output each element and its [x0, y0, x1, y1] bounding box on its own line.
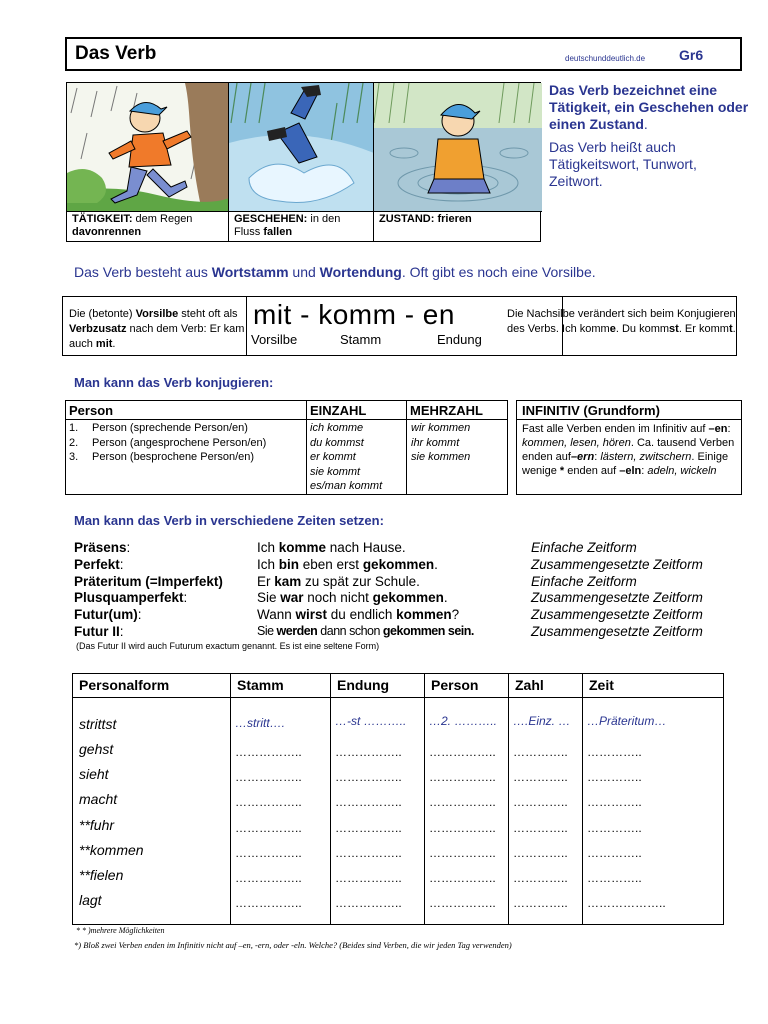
col-header-person: Person — [66, 401, 307, 420]
list-item: 3. Person (besprochene Person/en) — [69, 451, 255, 463]
answer-blank[interactable]: ………….. — [587, 871, 642, 885]
caption-geschehen: GESCHEHEN: in den Fluss fallen — [229, 211, 374, 242]
answer-zahl: ….Einz. … — [513, 714, 571, 728]
answer-blank[interactable]: …………….. — [335, 871, 402, 885]
table-row — [73, 766, 723, 791]
verb-definition: Das Verb bezeichnet eine Tätigkeit, ein Geschehen oder einen Zustand. Das Verb heißt auch Tätigkeitswort, Tunwort, Zeitwort. — [549, 82, 749, 189]
person-list — [69, 421, 305, 465]
answer-blank[interactable]: ………….. — [587, 745, 642, 759]
suffix-explanation: Die Nachsilbe verändert sich beim Konjugieren des Verbs. Ich komme. Du kommst. Er kommt. — [507, 308, 736, 335]
tense-label: Futur(um): — [74, 607, 142, 623]
futur-note: (Das Futur II wird auch Futurum exactum genannt. Es ist eine seltene Form) — [76, 641, 380, 651]
answer-blank[interactable]: …………….. — [335, 845, 402, 860]
answer-blank[interactable]: ………….. — [513, 871, 568, 885]
table-row — [73, 741, 723, 766]
running-boy-illustration — [67, 83, 229, 211]
answer-blank[interactable]: ………….. — [513, 896, 568, 911]
table-row — [73, 867, 723, 892]
conjugation-table — [65, 400, 508, 495]
conjugation-heading: Man kann das Verb konjugieren: — [74, 375, 274, 390]
site-name: deutschunddeutlich.de — [565, 54, 646, 63]
example-verb-split: mit - komm - en — [253, 299, 455, 330]
tense-label — [74, 574, 223, 589]
answer-endung: …-st ……….. — [335, 714, 407, 728]
answer-blank[interactable]: ………….. — [513, 745, 568, 759]
tense-example: Ich komme nach Hause. — [257, 540, 406, 555]
col-header-zahl: Zahl — [509, 674, 583, 698]
column-divider — [406, 401, 407, 494]
label-vorsilbe: Vorsilbe — [251, 332, 298, 347]
tense-row — [74, 624, 754, 641]
table-row — [73, 817, 723, 842]
footnote-multiple: * * )mehrere Möglichkeiten — [76, 926, 165, 935]
tense-name: Futur II — [74, 624, 120, 639]
col-header-person: Person — [425, 674, 509, 698]
tenses-heading: Man kann das Verb in verschiedene Zeiten setzen: — [74, 513, 384, 528]
tense-row — [74, 540, 754, 557]
verb-synonyms: Das Verb heißt auch Tätigkeitswort, Tunwort, Zeitwort. — [549, 139, 697, 189]
answer-blank[interactable]: ………….. — [587, 770, 642, 785]
page-title: Das Verb — [75, 43, 157, 64]
worksheet-code: Gr6 — [679, 47, 704, 63]
answer-blank[interactable]: …………….. — [335, 770, 402, 785]
col-header-zeit: Zeit — [583, 674, 723, 698]
tense-example: Sie war noch nicht gekommen. — [257, 590, 448, 606]
verb-form: lagt — [79, 892, 102, 909]
page-header — [65, 37, 742, 71]
answer-blank[interactable]: ………….. — [587, 795, 642, 810]
tense-row — [74, 607, 754, 624]
infinitiv-heading: INFINITIV (Grundform) — [517, 401, 741, 420]
falling-boy-illustration — [229, 83, 374, 211]
answer-blank[interactable]: …………….. — [235, 745, 302, 759]
answer-blank[interactable]: …………….. — [235, 820, 302, 835]
tense-kind: Zusammengesetzte Zeitform — [531, 556, 703, 572]
tense-kind: Zusammengesetzte Zeitform — [531, 624, 703, 639]
label-stamm: Stamm — [340, 332, 382, 347]
verb-parts-sentence: Das Verb besteht aus Wortstamm und Wortendung. Oft gibt es noch eine Vorsilbe. — [74, 264, 596, 280]
answer-blank[interactable]: …………….. — [235, 795, 302, 810]
answer-blank[interactable]: …………….. — [429, 871, 496, 885]
answer-blank[interactable]: …………….. — [429, 795, 496, 810]
tense-label: Präsens: — [74, 540, 131, 555]
prefix-explanation: Die (betonte) Vorsilbe steht oft als Verbzusatz nach dem Verb: Er kam auch mit. — [69, 308, 245, 350]
answer-blank[interactable]: …………….. — [429, 845, 496, 860]
tense-kind: Einfache Zeitform — [531, 540, 637, 555]
tense-example: Sie werden dann schon gekommen sein. — [257, 624, 474, 638]
caption-zustand: ZUSTAND: frieren — [374, 211, 542, 242]
column-divider — [306, 401, 307, 494]
answer-blank[interactable]: ………….. — [513, 845, 568, 860]
footnote-verbs: *) Bloß zwei Verben enden im Infinitiv nicht auf –en, -ern, oder -eln. Welche? (Beides sind Verben, die wir jeden Tag verwenden) — [74, 940, 512, 950]
tense-name: Plusquamperfekt — [74, 590, 184, 606]
tense-row — [74, 557, 754, 574]
caption-taetigkeit: TÄTIGKEIT: dem Regen davonrennen — [67, 211, 229, 242]
verb-form: gehst — [79, 741, 114, 757]
answer-blank[interactable]: …………….. — [235, 871, 302, 885]
infinitiv-box — [516, 400, 742, 495]
answer-blank[interactable]: …………….. — [335, 896, 402, 911]
answer-zeit: …Präteritum… — [587, 714, 667, 728]
answer-blank[interactable]: …………….. — [335, 795, 402, 810]
answer-blank[interactable]: …………….. — [335, 820, 402, 835]
answer-blank[interactable]: …………….. — [429, 770, 496, 785]
answer-blank[interactable]: …………….. — [235, 896, 302, 911]
tense-row — [74, 574, 754, 591]
list-item: 1. Person (sprechende Person/en) — [69, 422, 248, 434]
col-header-mehrzahl: MEHRZAHL — [407, 401, 507, 420]
answer-blank[interactable]: ………….. — [513, 795, 568, 810]
tense-example: Er kam zu spät zur Schule. — [257, 573, 420, 589]
tense-kind: Einfache Zeitform — [531, 573, 637, 589]
tense-name: Futur(um) — [74, 607, 138, 623]
exercise-table — [72, 673, 724, 925]
singular-forms: ich komme du kommst er kommt sie kommt es/man kommt — [310, 422, 383, 492]
tense-kind: Zusammengesetzte Zeitform — [531, 590, 703, 606]
verb-form: **fielen — [79, 867, 124, 883]
answer-blank[interactable]: ……………….. — [587, 896, 666, 911]
table-row — [73, 791, 723, 816]
table-row — [73, 892, 723, 917]
answer-blank[interactable]: ………….. — [513, 770, 568, 785]
label-endung: Endung — [437, 332, 482, 347]
answer-blank[interactable]: ………….. — [513, 820, 568, 835]
answer-blank[interactable]: ………….. — [587, 820, 642, 835]
answer-blank[interactable]: …………….. — [235, 770, 302, 785]
answer-blank[interactable]: …………….. — [235, 845, 302, 860]
tense-name: Perfekt — [74, 556, 120, 572]
tense-name: Präsens — [74, 540, 127, 555]
col-header-stamm: Stamm — [231, 674, 331, 698]
tense-name: Präteritum (=Imperfekt) — [74, 573, 223, 589]
freezing-boy-illustration — [374, 83, 542, 211]
answer-blank[interactable]: ………….. — [587, 845, 642, 860]
list-item: 2. Person (angesprochene Person/en) — [69, 436, 267, 449]
answer-blank[interactable]: …………….. — [429, 820, 496, 835]
verb-form: sieht — [79, 766, 109, 783]
tense-kind: Zusammengesetzte Zeitform — [531, 607, 703, 623]
tense-row — [74, 590, 754, 607]
verb-form: **kommen — [79, 841, 144, 858]
table-row-example: strittst …stritt…. …-st ……….. …2. ……….. ….Einz. … …Präteritum… — [79, 714, 667, 732]
answer-blank[interactable]: …………….. — [429, 896, 496, 911]
answer-person: …2. ……….. — [429, 714, 498, 728]
col-header-endung: Endung — [331, 674, 425, 698]
tense-label: Futur II: — [74, 624, 124, 639]
col-header-personalform: Personalform — [73, 674, 231, 698]
tense-example: Wann wirst du endlich kommen? — [257, 607, 460, 623]
verb-structure-box — [62, 296, 737, 356]
answer-blank[interactable]: …………….. — [429, 745, 496, 759]
tense-example: Ich bin eben erst gekommen. — [257, 556, 438, 572]
col-header-einzahl: EINZAHL — [307, 401, 407, 420]
answer-stamm: …stritt…. — [235, 716, 285, 730]
infinitiv-text: Fast alle Verben enden im Infinitiv auf –en: kommen, lesen, hören. Ca. tausend Verben enden auf–ern: lästern, zwitschern. Einige wenige * enden auf –eln: adeln, wickeln — [522, 423, 735, 477]
tense-label: Plusquamperfekt: — [74, 590, 188, 606]
plural-forms: wir kommen ihr kommt sie kommen — [411, 422, 471, 463]
verb-form: macht — [79, 791, 118, 808]
verb-form: **fuhr — [79, 816, 115, 833]
answer-blank[interactable]: …………….. — [335, 745, 402, 759]
tense-label: Perfekt: — [74, 556, 124, 572]
table-row — [73, 842, 723, 867]
picture-strip — [66, 82, 541, 242]
